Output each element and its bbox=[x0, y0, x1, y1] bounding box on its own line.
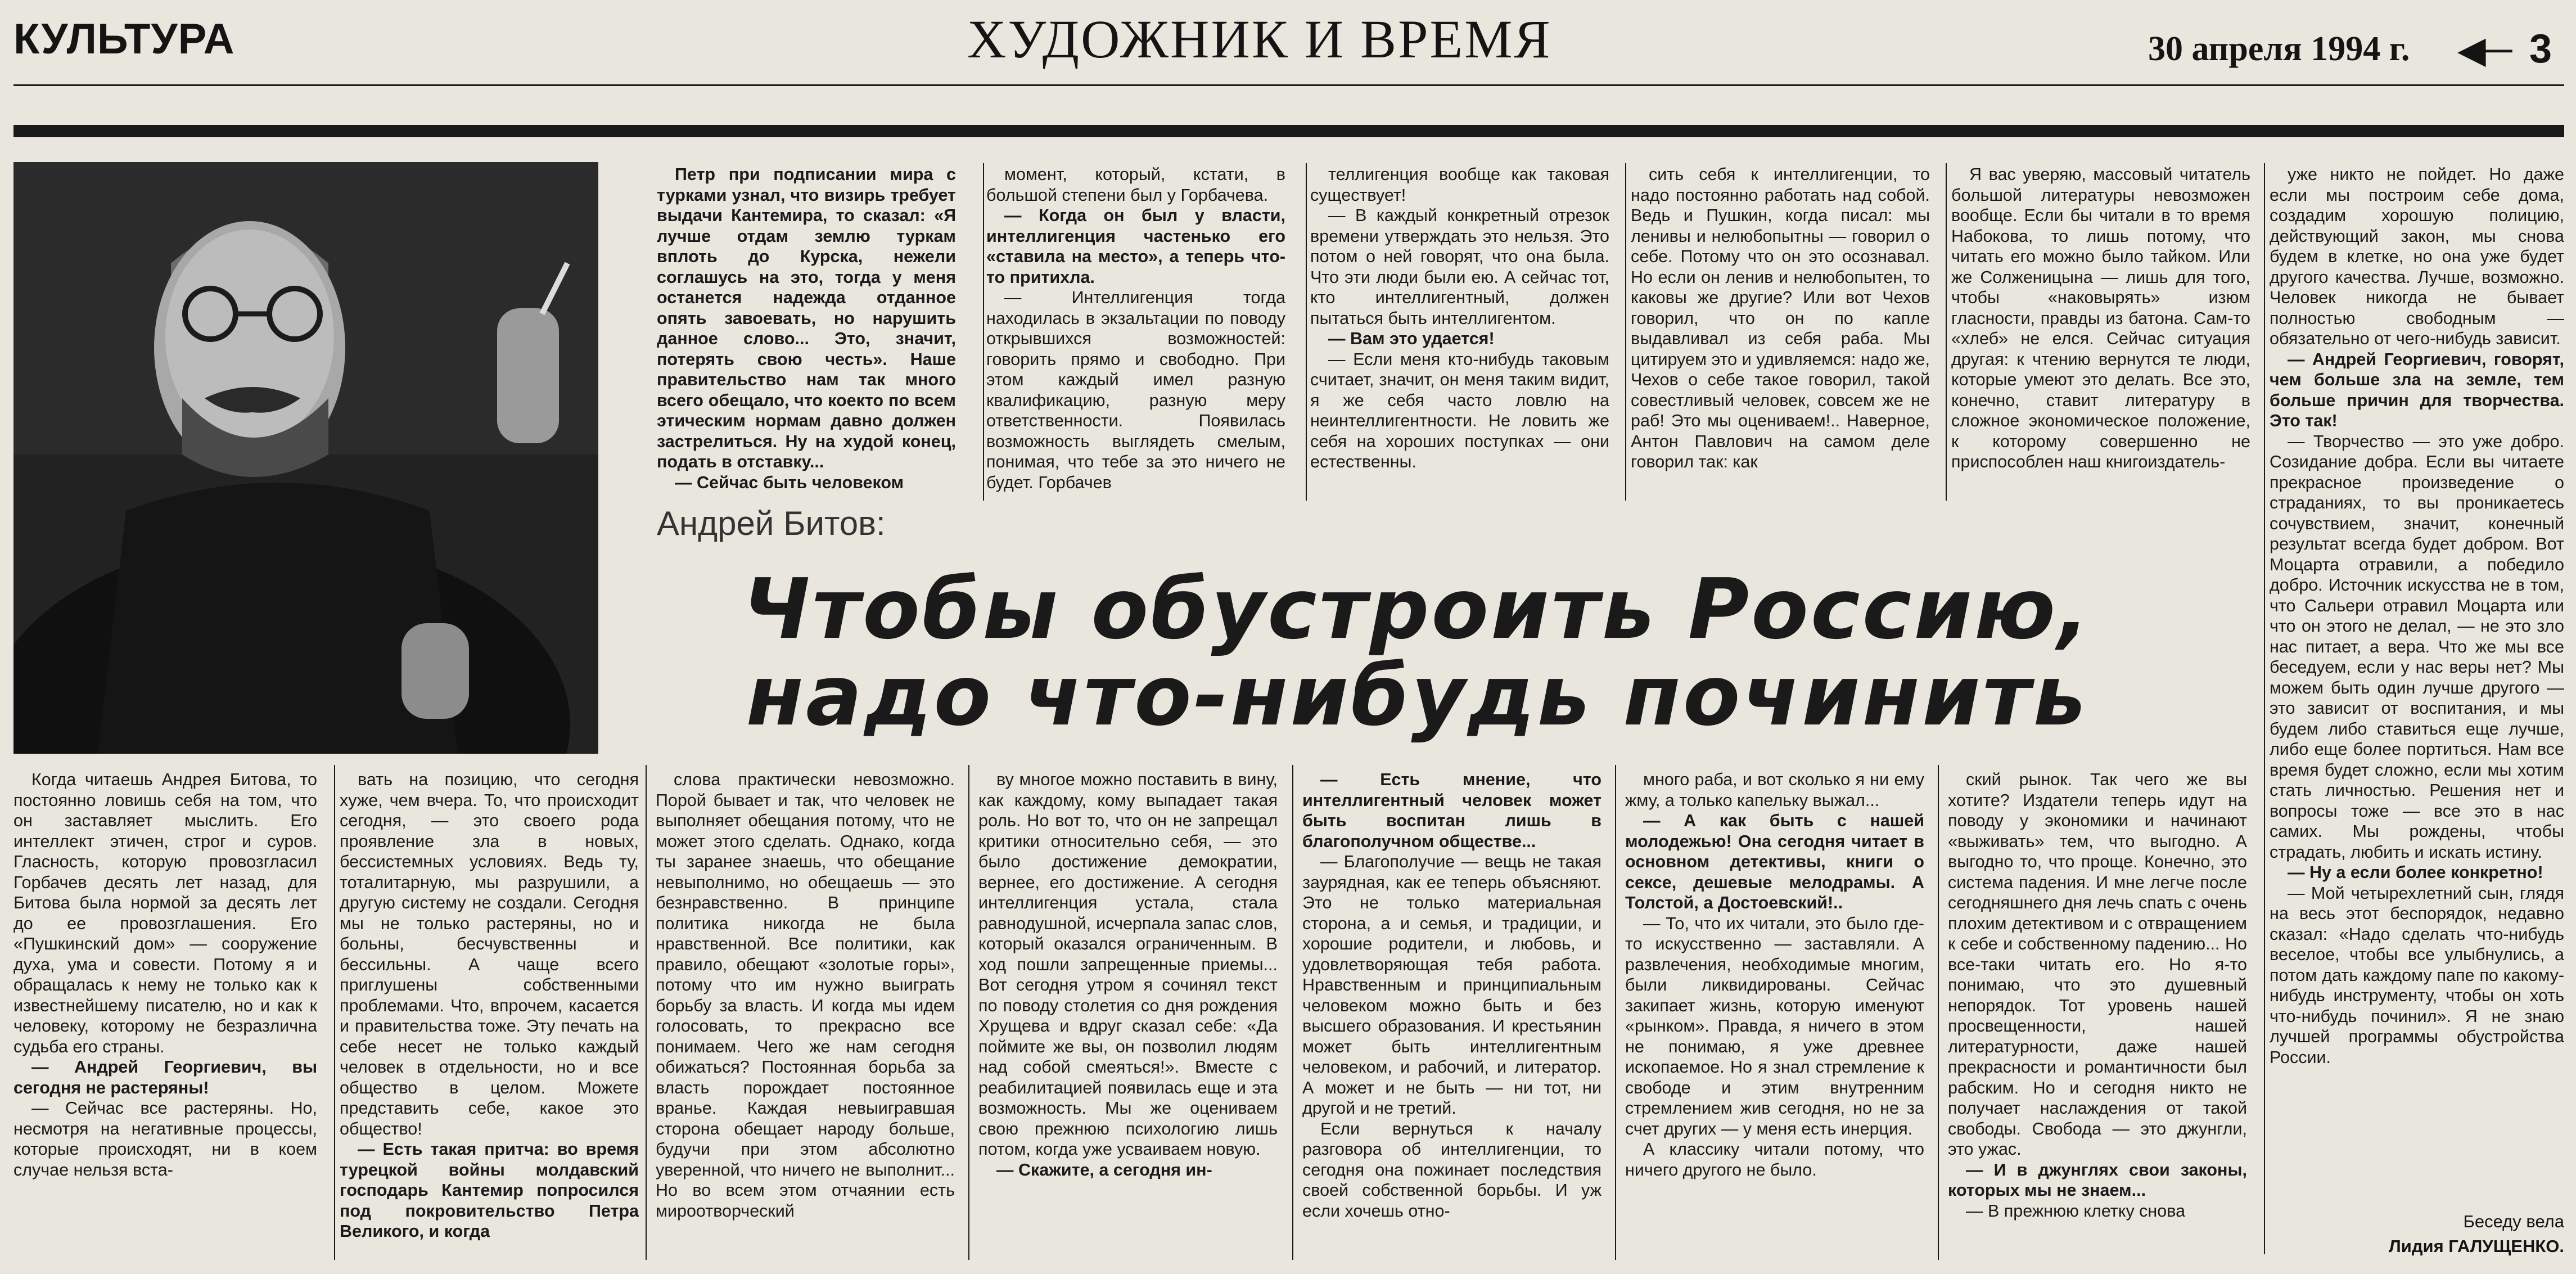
article-column-top-3 bbox=[1310, 164, 1609, 504]
paragraph: много раба, и вот сколько я ни ему жму, а только капельку выжал... bbox=[1625, 770, 1924, 810]
column-rule bbox=[646, 765, 647, 1260]
issue-date: 30 апреля 1994 г. bbox=[2148, 30, 2410, 68]
paragraph: Я вас уверяю, массовый читатель большой литературы невозможен вообще. Если бы читали в то время Набокова, то лишь потому, что читать его можно было тайком. Или же Солженицына — лишь для того, чтобы «наковырять» изюм гласности, правды из батона. Сам-то «хлеб» не елся. Сейчас ситуация другая: к чтению вернутся те люди, которые умеют это делать. Все это, конечно, ставит литературу в сложное экономическое положение, к которому совершенно не приспособлен наш книгоиздатель- bbox=[1951, 165, 2250, 471]
paragraph: — Благополучие — вещь не такая заурядная, как ее теперь объясняют. Это не только материальная сторона, а и семья, и традиции, и хорошие родители, и любовь, и удовлетворяющая тебя работа. Нравственным и принципиальным человеком можно быть и без высшего образования. И крестьянин может быть интеллигентным человеком, и рабочий, и литератор. А может и не быть — ни тот, ни другой и не третий. bbox=[1302, 852, 1601, 1118]
headline-line-1: Чтобы обустроить Россию, bbox=[742, 561, 2092, 658]
paragraph: — Когда он был у власти, интеллигенция частенько его «ставила на место», а теперь что-то притихла. bbox=[986, 206, 1285, 287]
paragraph: Если вернуться к началу разговора об интеллигенции, то сегодня она пожинает последствия своей собственной борьбы. И уж если хочешь отно- bbox=[1302, 1119, 1601, 1221]
column-rule bbox=[983, 163, 984, 501]
paragraph: — Творчество — это уже добро. Созидание добра. Если вы читаете прекрасное произведение о страданиях, то вы проникаетесь сочувствием, значит, конечный результат всегда будет добром. Вот Моцарта отравили, а победило добро. Источник искусства не в том, что Сальери отравил Моцарта или что он этого не делал, — не это зло нас питает, а вера. Что же мы все беседуем, если у нас веры нет? Мы можем быть один лучше другого — это зависит от воспитания, и мы будем либо ставиться еще лучше, либо еще более портиться. Нам все время будет сложно, если мы хотим стать личностью. Решения нет и вопросы тоже — все это в нас самих. Мы рождены, чтобы страдать, любить и искать истину. bbox=[2270, 431, 2564, 862]
paragraph: ву многое можно поставить в вину, как каждому, кому выпадает такая роль. Но вот то, что он не запрещал критики относительно себя, — это было достижение демократии, вернее, его достижение. А сегодня интеллигенция устала, стала равнодушной, исчерпала запас слов, который оказался ограниченным. В ход пошли запрещенные приемы... Вот сегодня утром я сочинял текст по поводу столетия со дня рождения Хрущева и вдруг сказал себе: «Да поймите же вы, он позволил людям над собой смеяться!». Вместе с реабилитацией появилась еще и эта возможность. Мы же оцениваем свою прежнюю психологию лишь потом, когда уже усваиваем новую. bbox=[978, 770, 1278, 1159]
column-rule bbox=[1306, 163, 1307, 501]
article-column-bottom-5 bbox=[1302, 769, 1601, 1264]
paragraph: — Вам это удается! bbox=[1328, 329, 1495, 348]
article-column-6 bbox=[2270, 164, 2564, 1206]
paragraph: Когда читаешь Андрея Битова, то постоянно ловишь себя на том, что он заставляет мыслить. Его интеллект этичен, строг и суров. Гласность, которую провозгласил Горбачев десять лет назад, для Битова была нормой за десять лет до ее провозглашения. Его «Пушкинский дом» — сооружение духа, ума и совести. Потому я и обращалась к нему не только как к известнейшему писателю, но и как к человеку, которому не безразлична судьба его страны. bbox=[13, 770, 317, 1056]
paragraph: — Скажите, а сегодня ин- bbox=[996, 1160, 1212, 1180]
paragraph: — Если меня кто-нибудь таковым считает, значит, он меня таким видит, я же себя часто ловлю на неинтеллигентности. Не ловить же себя на хороших поступках — они естественны. bbox=[1310, 349, 1609, 471]
paragraph: — Андрей Георгиевич, вы сегодня не растеряны! bbox=[13, 1057, 317, 1097]
paragraph: слова практически невозможно. Порой бывает и так, что человек не выполняет обещания потому, что не может этого сделать. Однако, когда ты заранее знаешь, что обещание невыполнимо, но обещаешь — это безнравственно. В принципе политика никогда не была нравственной. Все политики, как правило, обещают «золотые горы», потому что им нужно выиграть борьбу за власть. И когда мы идем голосовать, то прекрасно все понимаем. Чего же нам сегодня обижаться? Постоянная борьба за власть порождает постоянное вранье. Каждая невыигравшая сторона обещает народу больше, будучи при этом абсолютно уверенной, что ничего не выполнит... Но во всем этом отчаянии есть мироотворческий bbox=[656, 770, 955, 1221]
paragraph: — Ну а если более конкретно! bbox=[2288, 863, 2543, 882]
rubric-title: ХУДОЖНИК И ВРЕМЯ bbox=[967, 9, 1552, 69]
author-photo bbox=[13, 162, 598, 754]
header-thin-rule bbox=[13, 84, 2564, 86]
paragraph: — А как быть с нашей молодежью! Она сегодня читает в основном детективы, книги о сексе, дешевые мелодрамы. А Толстой, а Достоевский!.. bbox=[1625, 811, 1924, 912]
column-rule bbox=[334, 765, 335, 1260]
paragraph: — И в джунглях свои законы, которых мы не знаем... bbox=[1948, 1160, 2247, 1200]
paragraph: — Интеллигенция тогда находилась в экзальтации по поводу открывшихся возможностей: говорить прямо и свободно. При этом каждый имел разную квалификацию, разную меру ответственности. Появилась возможность выглядеть смелым, понимая, что тебе за это ничего не будет. Горбачев bbox=[986, 288, 1285, 492]
article-column-top-4 bbox=[1631, 164, 1930, 504]
column-rule bbox=[1946, 163, 1947, 501]
column-rule bbox=[2264, 163, 2265, 1254]
paragraph: теллигенция вообще как таковая существует! bbox=[1310, 165, 1609, 205]
paragraph: — То, что их читали, это было где-то искусственно — заставляли. А развлечения, необходимые многим, были ликвидированы. Сейчас закипает жизнь, которую именуют «рынком». Правда, я ничего в этом не понимаю, я уже древнее ископаемое. Но я знал стремление к свободе и этим внутренним стремлением жив сегодня, но не за счет других — у меня есть инерция. bbox=[1625, 913, 1924, 1138]
article-column-top-2 bbox=[986, 164, 1285, 504]
column-rule bbox=[1292, 765, 1293, 1260]
article-column-bottom-2 bbox=[340, 769, 639, 1264]
article-column-bottom-6 bbox=[1625, 769, 1924, 1264]
page-number: 3 bbox=[2529, 26, 2552, 71]
paragraph: — Мой четырехлетний сын, глядя на весь этот беспорядок, недавно сказал: «Надо сделать что-нибудь веселое, чтобы все улыбнулись, а потом дать каждому папе по какому-нибудь инструменту, чтобы он хоть что-нибудь починил». Я не знаю лучшей программы обустройства России. bbox=[2270, 883, 2564, 1067]
paragraph: уже никто не пойдет. Но даже если мы построим себе дома, создадим хорошую полицию, действующий закон, мы снова будем в клетке, но она уже будет другого качества. Лучше, возможно. Человек никогда не бывает полностью свободным — обязательно от чего-нибудь зависит. bbox=[2270, 165, 2564, 348]
paragraph: ский рынок. Так чего же вы хотите? Издатели теперь идут на поводу у экономики и начинают «выживать» тем, что выгодно. А выгодно то, что проще. Конечно, это система падения. И мне легче после сегодняшнего дня лечь спать с очень плохим детективом и с отвращением к себе и собственному падению... Но все-таки читать его. Но я-то понимаю, что это душевный непорядок. Тот уровень нашей просвещенности, нашей литературности, даже нашей прекрасности и романтичности был рабским. Но и сегодня никто не получает наслаждения от такой свободы. Свобода — это джунгли, это ужас. bbox=[1948, 770, 2247, 1159]
article-column-top-1 bbox=[657, 164, 956, 504]
column-rule bbox=[1615, 765, 1616, 1260]
paragraph: — Есть мнение, что интеллигентный человек может быть воспитан лишь в благополучном обществе... bbox=[1302, 770, 1601, 851]
paragraph: — В каждый конкретный отрезок времени утверждать это нельзя. Это потом о ней говорят, что она была. Что эти люди были ею. А сейчас тот, кто интеллигентный, должен пытаться быть интеллигентом. bbox=[1310, 206, 1609, 328]
article-column-bottom-4 bbox=[978, 769, 1278, 1264]
article-headline bbox=[658, 561, 2176, 744]
paragraph: — Андрей Георгиевич, говорят, чем больше зла на земле, тем больше причин для творчества. Это так! bbox=[2270, 349, 2564, 430]
paragraph: вать на позицию, что сегодня хуже, чем вчера. То, что происходит сегодня, — это своего рода проявление зла в новых, бессистемных условиях. Ведь ту, тоталитарную, мы разрушили, а другую систему не создали. Сегодня мы не только растеряны, но и больны, бесчувственны и бессильны. А чаще всего приглушены собственными проблемами. Что, впрочем, касается и правительства тоже. Эту печать на себе несет не только каждый человек в отдельности, но и все общество в целом. Можете представить себе, какое это общество! bbox=[340, 770, 639, 1138]
column-rule bbox=[1625, 163, 1626, 501]
paragraph: сить себя к интеллигенции, то надо постоянно работать над собой. Ведь и Пушкин, когда писал: мы ленивы и нелюбопытны — говорил о себе. Потому что он это осознавал. Но если он ленив и нелюбопытен, то каковы же другие? Или вот Чехов говорил, что он по капле выдавливал из себя раба. Мы цитируем это и удивляемся: надо же, Чехов о себе такое говорил, такой совестливый человек, совсем же не раб! Это мы оцениваем!.. Наверное, Антон Павлович на самом деле говорил так: как bbox=[1631, 165, 1930, 471]
section-label: КУЛЬТУРА bbox=[13, 15, 235, 63]
paragraph: момент, который, кстати, в большой степени был у Горбачева. bbox=[986, 165, 1285, 205]
article-column-top-5 bbox=[1951, 164, 2250, 504]
article-column-bottom-7 bbox=[1948, 769, 2247, 1264]
header-thick-rule bbox=[13, 125, 2564, 137]
paragraph: — Сейчас все растеряны. Но, несмотря на негативные процессы, которые происходят, ни в коем случае нельзя вста- bbox=[13, 1099, 317, 1180]
paragraph: — В прежнюю клетку снова bbox=[1966, 1201, 2186, 1221]
paragraph: — Сейчас быть человеком bbox=[675, 472, 904, 492]
page-arrow-icon: ◀─ bbox=[2457, 30, 2512, 71]
signature-name: Лидия ГАЛУЩЕНКО. bbox=[2389, 1236, 2564, 1256]
column-rule bbox=[968, 765, 969, 1260]
article-column-bottom-1 bbox=[13, 769, 317, 1264]
paragraph: А классику читали потому, что ничего другого не было. bbox=[1625, 1140, 1924, 1180]
author-label: Андрей Битов: bbox=[657, 505, 886, 542]
article-column-bottom-3 bbox=[656, 769, 955, 1264]
headline-line-2: надо что-нибудь починить bbox=[746, 647, 2088, 744]
interview-signature bbox=[2266, 1209, 2564, 1259]
column-rule bbox=[1938, 765, 1939, 1260]
signature-prefix: Беседу вела bbox=[2463, 1212, 2564, 1231]
paragraph: — Есть такая притча: во время турецкой войны молдавский господарь Кантемир попросился под покровительство Петра Великого, и когда bbox=[340, 1140, 639, 1241]
paragraph: Петр при подписании мира с турками узнал, что визирь требует выдачи Кантемира, то сказал: «Я лучше отдам землю туркам вплоть до Курска, нежели соглашусь на это, тогда у меня останется надежда отданное опять завоевать, но нарушить данное слово... Это, значит, потерять свою честь». Наше правительство нам так много всего обещало, что коекто по всем этическим нормам давно должен застрелиться. Ну на худой конец, подать в отставку... bbox=[657, 165, 956, 471]
